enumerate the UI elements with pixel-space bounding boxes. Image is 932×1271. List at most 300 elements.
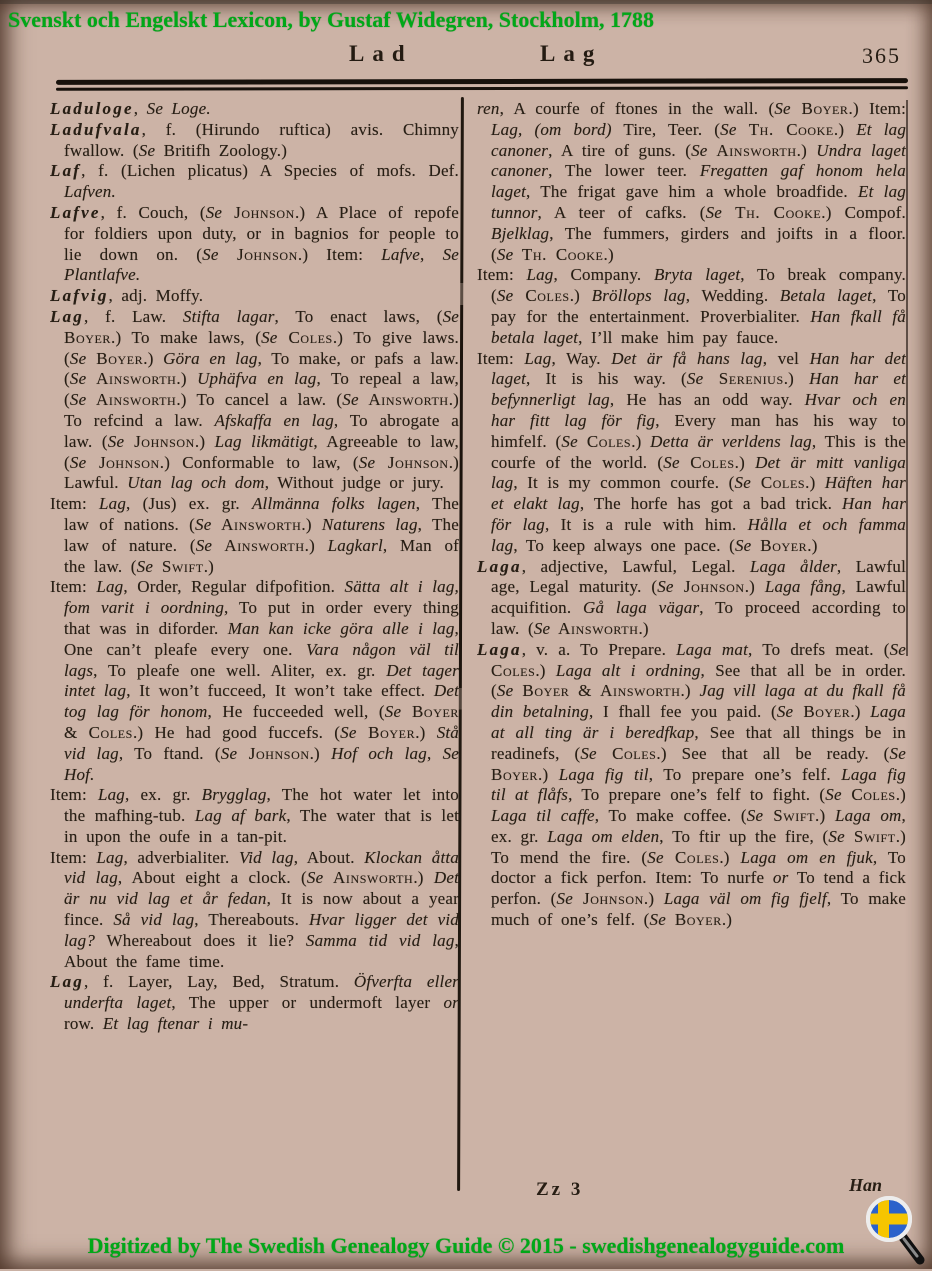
text-segment: Laga <box>477 556 522 576</box>
text-segment: Ainsworth <box>600 681 681 701</box>
text-segment: Ainsworth <box>707 140 797 160</box>
text-segment: Han har et befynnerligt lag <box>491 369 906 410</box>
text-segment: Hvar och en har fitt lag för fig <box>491 390 906 430</box>
text-segment: , The water that is let in upon the oufe in a tan-pit. <box>64 806 459 846</box>
text-segment: , The upper or undermoft layer <box>171 993 444 1013</box>
text-segment: .) He had good fuccefs. ( <box>132 722 341 742</box>
text-segment: row. <box>64 1014 103 1034</box>
text-segment: Ainsworth <box>86 369 177 389</box>
text-segment: , It is my common courfe. ( <box>513 473 735 493</box>
text-segment: , <box>426 743 443 763</box>
text-segment: Lagkarl <box>327 535 383 555</box>
text-segment: or <box>772 868 789 888</box>
text-segment: Se <box>306 868 324 888</box>
text-segment: .) <box>176 369 198 389</box>
text-segment: , adj. Moffy. <box>108 286 204 306</box>
text-segment: Swift <box>844 826 896 846</box>
text-segment: Se <box>691 140 708 160</box>
text-segment: Se <box>556 889 573 909</box>
text-segment: Coles <box>491 660 536 680</box>
text-segment: .) <box>203 556 215 576</box>
text-segment: , To ftand. ( <box>118 743 221 763</box>
text-segment: Coles <box>679 452 735 472</box>
text-segment: , To drefs meat. ( <box>748 639 890 659</box>
text-segment: Ainsworth <box>550 618 639 638</box>
header-double-rule <box>56 79 908 90</box>
text-segment: Coles <box>513 286 570 306</box>
text-segment: Boyer <box>793 702 851 722</box>
text-segment: Laduloge <box>50 99 134 118</box>
text-segment: .) <box>895 785 906 805</box>
text-segment: , See that all things be in readinefs, ( <box>491 722 906 763</box>
text-segment: , adjective, Lawful, Legal. <box>521 556 750 576</box>
text-segment: , I fhall fee you paid. ( <box>588 702 777 722</box>
text-segment: Lafve <box>381 244 421 264</box>
text-segment: Coles <box>663 847 720 867</box>
text-segment: , To make much of one’s felf. ( <box>491 889 906 930</box>
text-segment: .) <box>194 431 215 451</box>
text-segment: .) <box>638 618 649 638</box>
text-segment: .) <box>833 119 857 139</box>
text-segment: , One can’t pleafe every one. <box>64 618 459 659</box>
dictionary-entry <box>477 640 906 931</box>
text-segment: Naturens lag <box>321 514 418 534</box>
text-segment: Se <box>496 244 514 264</box>
text-segment: Se <box>734 535 752 555</box>
text-segment: Lafve <box>50 202 101 222</box>
text-segment: Lag <box>526 265 554 285</box>
text-segment: Lag <box>524 348 552 368</box>
text-segment: Gå laga vägar <box>583 598 700 618</box>
text-segment: Stifta lagar <box>182 306 275 326</box>
text-segment: Item: <box>50 847 97 867</box>
text-segment: Johnson <box>673 577 745 597</box>
text-segment: Se <box>205 202 223 222</box>
text-segment: Se <box>195 535 213 555</box>
text-segment: Coles <box>277 327 333 347</box>
text-segment: Se <box>195 514 212 534</box>
text-segment: , It is now about a year fince. <box>64 889 459 930</box>
text-segment: , Way. <box>551 348 612 368</box>
text-segment: Item: <box>50 494 99 514</box>
dictionary-entry <box>50 785 459 847</box>
guide-word-left: Lad <box>349 41 413 66</box>
text-segment: , To make, or pafs a law. ( <box>64 348 459 389</box>
text-segment: , Every man has his way to himfelf. ( <box>491 410 906 451</box>
text-segment: .) <box>796 140 817 160</box>
text-segment: , The frigat gave him a whole broadfide. <box>526 182 859 202</box>
text-segment: , To keep always one pace. ( <box>513 535 735 555</box>
text-segment: .) <box>815 806 835 826</box>
dictionary-entry <box>50 307 459 494</box>
dictionary-entry <box>50 120 459 162</box>
text-segment: , vel <box>762 348 810 368</box>
text-segment: Se <box>202 244 219 264</box>
text-segment: Se <box>384 702 402 722</box>
dictionary-entry <box>50 286 459 307</box>
text-segment: Swift <box>153 556 204 576</box>
text-segment: Samma tid vid lag <box>305 930 455 950</box>
text-segment: , <box>133 99 147 118</box>
text-segment: Whereabout does it lie? <box>95 930 306 950</box>
text-segment: Det är mitt vanliga lag <box>491 452 906 493</box>
text-segment: , The hot water let into the mafhing-tub. <box>64 785 459 826</box>
text-segment: Laga mat <box>676 639 749 659</box>
text-segment: Ladufvala <box>50 119 142 139</box>
text-segment: Se <box>649 910 666 930</box>
text-segment: , f. (Hirundo ruftica) avis. Chimny fwallow. ( <box>64 119 459 160</box>
text-segment: , Lawful age, Legal maturity. ( <box>491 556 906 597</box>
text-segment: Lafvig <box>50 286 109 306</box>
text-segment: Se Loge. <box>146 99 211 118</box>
text-segment: Boyer <box>86 348 144 368</box>
text-segment: Laga fig til at flåfs <box>491 764 906 805</box>
text-segment: , Company. <box>553 265 654 285</box>
text-segment: Se <box>663 452 680 472</box>
dictionary-entry <box>477 265 906 348</box>
text-segment: , See that all be in order. ( <box>491 660 906 701</box>
text-segment: Jag vill laga at du fkall få din betalning <box>491 681 906 722</box>
text-segment: Se <box>776 702 794 722</box>
text-segment: Lag, (om bord) <box>491 119 612 139</box>
bottom-credit-text: Digitized by The Swedish Genealogy Guide © 2015 - swedishgenealogyguide.com <box>87 1233 845 1258</box>
text-segment: Se <box>705 202 723 222</box>
text-segment: , A teer of cafks. ( <box>537 202 706 222</box>
text-segment: Det är nu vid lag et år fedan <box>64 868 459 909</box>
text-segment: Laga alt i ordning <box>555 660 701 680</box>
text-segment: , To break company. ( <box>491 265 906 306</box>
text-segment: , ex. gr. <box>125 785 202 805</box>
text-segment: Boyer <box>790 99 849 118</box>
text-segment: .) A Place of repofe for foldiers upon duty, or in bagnios for people to lie down on. ( <box>64 202 459 264</box>
text-segment: , It is his way. ( <box>526 369 687 389</box>
text-segment: Item: <box>477 348 525 368</box>
text-segment: Laga om en fjuk <box>740 847 873 867</box>
text-segment: , About the fame time. <box>64 930 459 971</box>
text-segment: & <box>64 722 89 742</box>
text-segment: Laf <box>50 161 82 181</box>
text-segment: , To put in order every thing that was in diforder. <box>64 598 459 638</box>
right-margin-rule <box>906 100 908 656</box>
text-segment: Boyer <box>665 910 722 930</box>
text-segment: , To prepare one’s felf. <box>648 764 842 784</box>
text-segment: Laga fig til <box>558 764 649 784</box>
text-segment: Johnson <box>124 431 195 451</box>
text-segment: Se <box>261 327 278 347</box>
text-segment: .) Lawful. <box>64 452 459 493</box>
text-segment: Johnson <box>573 889 644 909</box>
text-segment: Johnson <box>237 743 310 763</box>
text-segment: Se <box>828 826 845 846</box>
text-segment: .) To mend the fire. ( <box>491 826 906 867</box>
text-segment: Coles <box>577 431 632 451</box>
text-segment: Se <box>220 743 238 763</box>
text-segment: , The law of nature. ( <box>64 514 459 555</box>
text-segment: or <box>443 993 459 1013</box>
text-segment: Man kan icke göra alle i lag <box>227 618 455 638</box>
text-segment: , It won’t fucceed, It won’t take effect. <box>126 681 434 701</box>
text-segment: Item: <box>50 577 97 597</box>
text-segment: .) <box>538 764 559 784</box>
text-segment: , About. <box>293 847 365 867</box>
text-segment: Se <box>561 431 578 451</box>
text-segment: Lafven. <box>64 182 116 202</box>
text-segment: , adverbialiter. <box>123 847 239 867</box>
text-segment: Ainsworth <box>212 535 305 555</box>
text-segment: Se <box>720 119 737 139</box>
text-segment: , To enact laws, ( <box>274 306 443 326</box>
dictionary-entry <box>477 557 906 640</box>
text-segment: , He fucceeded well, ( <box>207 702 385 722</box>
text-segment: , To prepare one’s felf to fight. ( <box>568 785 826 805</box>
text-segment: Coles <box>751 473 806 493</box>
guide-word-right: Lag <box>540 41 603 66</box>
text-segment: Bröllops lag <box>591 286 686 306</box>
text-segment: .) Item: <box>848 99 906 118</box>
dictionary-entry <box>477 349 906 557</box>
text-segment: .) <box>643 889 664 909</box>
text-segment: Fregatten gaf honom hela laget <box>491 161 906 202</box>
text-segment: , (Jus) ex. gr. <box>126 494 252 514</box>
text-segment: Se <box>889 743 906 763</box>
dictionary-entry <box>477 99 906 265</box>
text-segment: Hof och lag <box>331 743 427 763</box>
text-segment: .) <box>805 473 825 493</box>
text-segment: Lag <box>50 972 84 992</box>
text-segment: , To proceed according to law. ( <box>491 598 906 638</box>
dictionary-column-left <box>50 99 459 1191</box>
text-segment: .) <box>807 535 818 555</box>
text-segment: , The law of nations. ( <box>64 494 459 534</box>
text-segment: , He has an odd way. <box>609 390 805 410</box>
top-credit-text: Svenskt och Engelskt Lexicon, by Gustaf Widegren, Stockholm, 1788 <box>8 7 655 32</box>
text-segment: , To doctor a fick perfon. Item: To nurfe <box>491 847 906 888</box>
text-segment: Se <box>69 390 87 410</box>
text-segment: Klockan åtta vid lag <box>64 847 459 888</box>
text-segment: Se <box>107 431 125 451</box>
text-segment: Det tog lag för honom <box>64 681 459 722</box>
text-segment: Se Hof. <box>64 743 459 784</box>
text-segment: Det är få hans lag <box>611 348 763 368</box>
text-segment: , The horfe has got a bad trick. <box>579 494 843 514</box>
text-segment: , ex. gr. <box>491 806 906 846</box>
text-segment: , f. Couch, ( <box>100 202 206 222</box>
text-segment: Se <box>746 806 764 826</box>
text-segment: Lag <box>50 306 84 326</box>
text-segment: .) <box>721 910 733 930</box>
text-segment: .) Conformable to law, ( <box>159 452 359 472</box>
text-segment: Stå vid lag <box>64 722 459 763</box>
text-segment: Johnson <box>375 452 449 472</box>
text-segment: Et lag ftenar i mu- <box>102 1014 249 1034</box>
dictionary-entry <box>50 99 459 120</box>
text-segment: .) <box>535 660 556 680</box>
text-segment: , Thereabouts. <box>194 910 309 930</box>
text-segment: , Agreeable to law, ( <box>64 431 459 472</box>
dictionary-entry <box>50 494 459 577</box>
text-segment: Laga ålder <box>749 556 837 576</box>
text-segment: Laga fång <box>764 577 842 597</box>
text-segment: Han har för lag <box>491 494 906 534</box>
text-segment: Han har det laget <box>491 348 906 389</box>
text-segment: , A tire of guns. ( <box>548 140 692 160</box>
text-segment: , The lower teer. <box>548 161 700 181</box>
dictionary-entry <box>50 972 459 1034</box>
text-segment: Boyer <box>751 535 808 555</box>
text-segment: Se <box>657 577 674 597</box>
text-segment: Boyer <box>64 327 112 347</box>
text-segment: Se <box>533 618 551 638</box>
text-segment: , Man of the law. ( <box>64 535 459 576</box>
text-segment: Laga väl om fig fjelf <box>663 889 827 909</box>
text-segment: Laga til caffe <box>491 806 595 826</box>
text-segment: , About eight a clock. ( <box>117 868 307 888</box>
text-segment: Se <box>734 473 751 493</box>
text-segment: Lag likmätigt <box>214 431 314 451</box>
text-segment: Laga at all ting är i beredfkap <box>491 702 906 742</box>
text-segment: Se <box>647 847 664 867</box>
dictionary-column-right <box>477 99 906 1191</box>
text-segment: .) <box>603 244 614 264</box>
dictionary-entry <box>50 848 459 973</box>
text-segment: .) <box>719 847 741 867</box>
text-segment: .) Compof. <box>821 202 906 222</box>
text-segment: Utan lag och dom <box>127 473 265 493</box>
text-segment: .) Item: <box>297 244 382 264</box>
text-segment: , To make coffee. ( <box>594 806 747 826</box>
text-segment: Brygglag <box>201 785 267 805</box>
text-segment: .) <box>783 369 810 389</box>
text-segment: , It is a rule with him. <box>544 514 748 534</box>
rule-line <box>56 78 908 85</box>
text-segment: & <box>569 681 601 701</box>
text-segment: Se <box>340 722 357 742</box>
text-segment: Se <box>136 556 154 576</box>
text-segment: Det tager intet lag <box>64 660 459 701</box>
text-segment: Lag <box>98 494 127 514</box>
text-segment: Boyer <box>491 764 539 784</box>
text-segment: Se <box>358 452 376 472</box>
text-segment: Johnson <box>222 202 295 222</box>
text-segment: Se <box>69 348 87 368</box>
text-segment: .) <box>631 431 651 451</box>
dictionary-entry <box>50 577 459 785</box>
text-segment: .) <box>415 722 437 742</box>
text-segment: Hålla et och famma lag <box>491 514 906 555</box>
text-segment: Hvar ligger det vid lag? <box>64 910 459 950</box>
text-segment: Häften har et elakt lag <box>491 473 906 514</box>
text-segment: .) <box>301 514 322 534</box>
signature-mark: Zz 3 <box>536 1179 584 1200</box>
text-segment: , I’ll make him pay fauce. <box>578 327 779 347</box>
text-segment: Bjelklag <box>491 223 550 243</box>
text-segment: , Lawful acquifition. <box>491 577 906 618</box>
text-segment: Se <box>580 743 597 763</box>
text-segment: .) To cancel a law. ( <box>176 390 343 410</box>
text-segment: Johnson <box>86 452 160 472</box>
text-segment: Se <box>69 369 87 389</box>
catchword: Han <box>849 1175 883 1195</box>
text-segment: Se <box>496 286 514 306</box>
text-segment: Coles <box>596 743 657 763</box>
text-segment: Undra laget canoner <box>491 140 906 181</box>
text-segment: Coles <box>841 785 896 805</box>
text-segment: ren <box>477 99 500 118</box>
text-segment: Så vid lag <box>113 910 195 930</box>
text-segment: , The fummers, girders and joifts in a floor. ( <box>491 223 906 264</box>
text-segment: Se <box>889 639 906 659</box>
text-segment: .) <box>304 535 328 555</box>
text-segment: Britifh Zoology.) <box>155 140 288 160</box>
text-segment: Th. Cooke <box>736 119 834 139</box>
text-segment: , To pay for the entertainment. Proverbialiter. <box>491 286 906 326</box>
text-segment: Laga om elden <box>547 826 660 846</box>
text-segment: .) <box>143 348 164 368</box>
text-segment: .) <box>734 452 756 472</box>
page-number: 365 <box>862 43 901 68</box>
text-segment: Sätta alt i lag, fom varit i oordning <box>64 577 459 618</box>
text-segment: , Order, Regular difpofition. <box>123 577 345 597</box>
text-segment: Se <box>774 99 791 118</box>
text-segment: , v. a. To Prepare. <box>521 639 677 659</box>
text-segment: , This is the courfe of the world. ( <box>491 431 906 472</box>
text-segment: Allmänna folks lagen <box>251 494 416 514</box>
text-segment: Lag <box>97 785 126 805</box>
text-segment: Se <box>442 306 459 326</box>
text-segment: Betala laget <box>779 286 873 306</box>
dictionary-entry <box>50 161 459 203</box>
text-segment: , To repeal a law, ( <box>64 369 459 410</box>
text-segment: .) <box>744 577 765 597</box>
text-segment: .) To refcind a law. <box>64 390 459 430</box>
text-segment: , A courfe of ftones in the wall. ( <box>499 99 775 118</box>
text-segment: Item: <box>477 265 527 285</box>
text-segment: Vid lag <box>238 847 294 867</box>
text-segment: Laga om <box>834 806 902 826</box>
text-segment: Göra en lag <box>163 348 258 368</box>
text-segment: .) <box>569 286 592 306</box>
text-segment: Han fkall få betala laget <box>491 306 906 347</box>
text-segment: Ainsworth <box>211 514 302 534</box>
text-segment: Uphäfva en lag <box>197 369 317 389</box>
text-segment: Se <box>69 452 87 472</box>
text-segment: , f. Law. <box>83 306 183 326</box>
text-segment: Coles <box>88 722 133 742</box>
text-segment: Tire, Teer. ( <box>611 119 721 139</box>
text-segment: Se <box>138 140 156 160</box>
text-segment: Th. Cooke <box>513 244 604 264</box>
text-segment: Vara någon väl til lags <box>64 639 459 680</box>
text-segment: Et lag canoner <box>491 119 906 160</box>
text-segment: .) <box>309 743 332 763</box>
text-segment: Bryta laget <box>653 265 741 285</box>
text-segment: Serenius <box>703 369 784 389</box>
text-segment: Öfverfta eller underfta laget <box>64 972 459 1013</box>
text-segment: .) To make laws, ( <box>111 327 262 347</box>
text-segment: Lag <box>96 847 124 867</box>
text-segment: , Wedding. <box>685 286 780 306</box>
text-segment: Ainsworth <box>323 868 414 888</box>
text-segment: Lag af bark <box>194 806 287 826</box>
text-segment: Swift <box>763 806 816 826</box>
text-segment: Item: <box>50 785 98 805</box>
text-segment: Boyer <box>401 702 459 722</box>
text-segment: , f. (Lichen plicatus) A Species of mofs. Def. <box>81 161 459 181</box>
text-segment: Se <box>496 681 514 701</box>
text-segment: , <box>420 244 443 264</box>
text-segment: Boyer <box>356 722 416 742</box>
text-segment: Ainsworth <box>358 390 449 410</box>
